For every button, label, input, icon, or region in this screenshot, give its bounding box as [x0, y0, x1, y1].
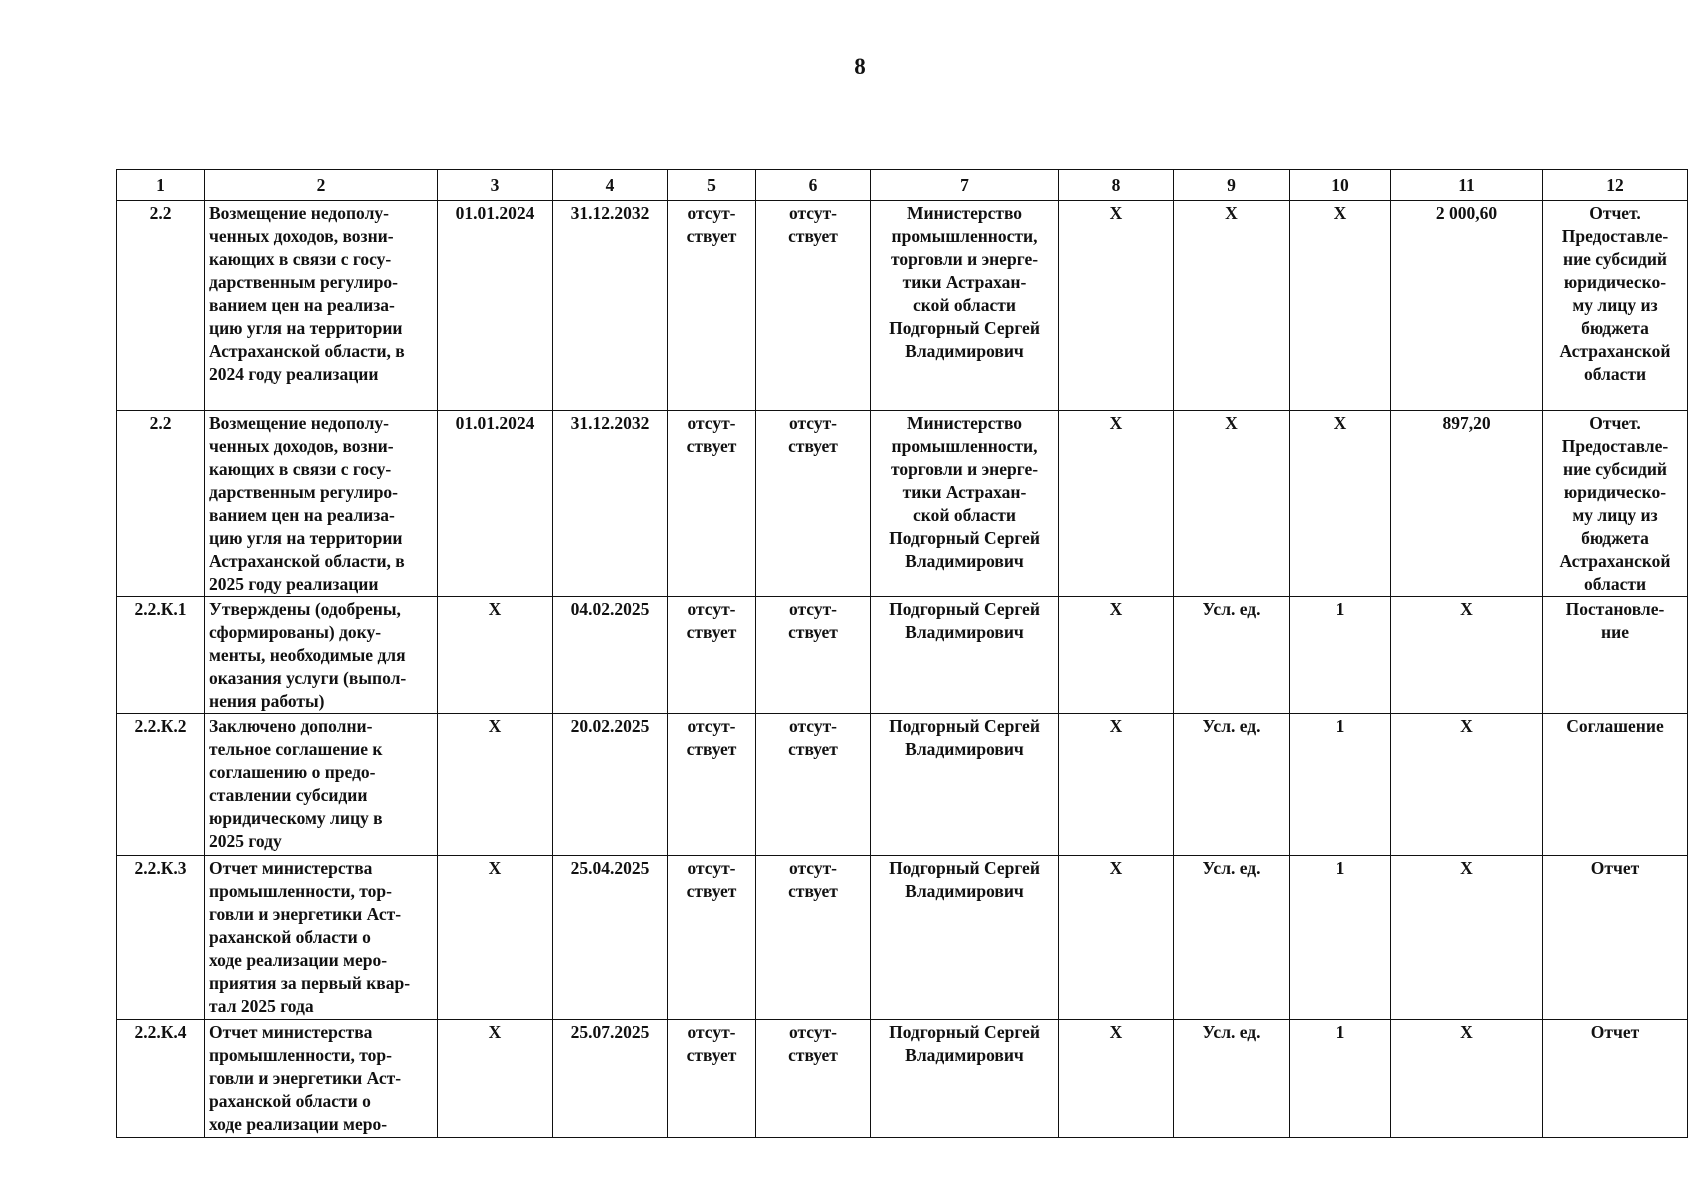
row-description: Заключено дополни- тельное соглашение к соглашению о предо- ставлении субсидии юридическому лицу в 2025 году	[205, 714, 438, 856]
responsible: Подгорный Сергей Владимирович	[871, 1020, 1059, 1138]
column-number: 10	[1290, 170, 1391, 201]
cell-col8: Х	[1059, 1020, 1174, 1138]
start-date: Х	[438, 1020, 553, 1138]
column-number: 9	[1174, 170, 1290, 201]
table-row	[117, 411, 1688, 597]
column-number: 5	[668, 170, 756, 201]
cell-col6: отсут- ствует	[756, 411, 871, 597]
cell-col6: отсут- ствует	[756, 1020, 871, 1138]
result-document: Отчет	[1543, 1020, 1688, 1138]
row-description: Возмещение недополу- ченных доходов, возни- кающих в связи с госу- дарственным регулиро- ванием цен на реализа- цию угля на территории Астраханской области, в 2024 году реализации	[205, 201, 438, 411]
column-number: 12	[1543, 170, 1688, 201]
cell-col6: отсут- ствует	[756, 856, 871, 1020]
amount: Х	[1391, 1020, 1543, 1138]
table-row	[117, 201, 1688, 411]
cell-col8: Х	[1059, 201, 1174, 411]
start-date: Х	[438, 856, 553, 1020]
result-document: Отчет. Предоставле- ние субсидий юридическо- му лицу из бюджета Астраханской области	[1543, 201, 1688, 411]
cell-col8: Х	[1059, 411, 1174, 597]
row-description: Отчет министерства промышленности, тор- говли и энергетики Аст- раханской области о ходе реализации меро-	[205, 1020, 438, 1138]
cell-col8: Х	[1059, 597, 1174, 714]
row-code: 2.2.К.1	[117, 597, 205, 714]
result-document: Соглашение	[1543, 714, 1688, 856]
start-date: Х	[438, 597, 553, 714]
table-header-row	[117, 170, 1688, 201]
column-number: 8	[1059, 170, 1174, 201]
cell-col6: отсут- ствует	[756, 597, 871, 714]
row-code: 2.2	[117, 411, 205, 597]
responsible: Подгорный Сергей Владимирович	[871, 714, 1059, 856]
start-date: 01.01.2024	[438, 201, 553, 411]
value: 1	[1290, 714, 1391, 856]
result-document: Постановле- ние	[1543, 597, 1688, 714]
unit: Усл. ед.	[1174, 1020, 1290, 1138]
responsible: Министерство промышленности, торговли и энерге- тики Астрахан- ской области Подгорный Сергей Владимирович	[871, 201, 1059, 411]
end-date: 31.12.2032	[553, 201, 668, 411]
cell-col6: отсут- ствует	[756, 201, 871, 411]
end-date: 25.04.2025	[553, 856, 668, 1020]
result-document: Отчет	[1543, 856, 1688, 1020]
amount: Х	[1391, 714, 1543, 856]
cell-col5: отсут- ствует	[668, 201, 756, 411]
end-date: 31.12.2032	[553, 411, 668, 597]
column-number: 4	[553, 170, 668, 201]
page-number: 8	[854, 54, 866, 79]
amount: 897,20	[1391, 411, 1543, 597]
start-date: 01.01.2024	[438, 411, 553, 597]
column-number: 1	[117, 170, 205, 201]
table-row	[117, 1020, 1688, 1138]
value: 1	[1290, 597, 1391, 714]
start-date: Х	[438, 714, 553, 856]
cell-col6: отсут- ствует	[756, 714, 871, 856]
cell-col5: отсут- ствует	[668, 856, 756, 1020]
unit: Усл. ед.	[1174, 597, 1290, 714]
amount: Х	[1391, 856, 1543, 1020]
amount: 2 000,60	[1391, 201, 1543, 411]
unit: Х	[1174, 411, 1290, 597]
value: 1	[1290, 856, 1391, 1020]
end-date: 04.02.2025	[553, 597, 668, 714]
column-number: 3	[438, 170, 553, 201]
row-code: 2.2.К.3	[117, 856, 205, 1020]
cell-col5: отсут- ствует	[668, 597, 756, 714]
table-row	[117, 856, 1688, 1020]
cell-col5: отсут- ствует	[668, 1020, 756, 1138]
end-date: 25.07.2025	[553, 1020, 668, 1138]
column-number: 6	[756, 170, 871, 201]
unit: Усл. ед.	[1174, 856, 1290, 1020]
result-document: Отчет. Предоставле- ние субсидий юридическо- му лицу из бюджета Астраханской области	[1543, 411, 1688, 597]
cell-col5: отсут- ствует	[668, 714, 756, 856]
column-number: 11	[1391, 170, 1543, 201]
unit: Х	[1174, 201, 1290, 411]
cell-col8: Х	[1059, 856, 1174, 1020]
activity-table	[116, 169, 1688, 1138]
value: Х	[1290, 411, 1391, 597]
value: 1	[1290, 1020, 1391, 1138]
row-code: 2.2.К.4	[117, 1020, 205, 1138]
row-code: 2.2	[117, 201, 205, 411]
responsible: Министерство промышленности, торговли и энерге- тики Астрахан- ской области Подгорный Сергей Владимирович	[871, 411, 1059, 597]
row-description: Утверждены (одобрены, сформированы) доку- менты, необходимые для оказания услуги (выпол- нения работы)	[205, 597, 438, 714]
cell-col8: Х	[1059, 714, 1174, 856]
value: Х	[1290, 201, 1391, 411]
row-description: Отчет министерства промышленности, тор- говли и энергетики Аст- раханской области о ходе реализации меро- приятия за первый квар- тал 2025 года	[205, 856, 438, 1020]
unit: Усл. ед.	[1174, 714, 1290, 856]
responsible: Подгорный Сергей Владимирович	[871, 597, 1059, 714]
table-row	[117, 597, 1688, 714]
row-code: 2.2.К.2	[117, 714, 205, 856]
end-date: 20.02.2025	[553, 714, 668, 856]
amount: Х	[1391, 597, 1543, 714]
column-number: 7	[871, 170, 1059, 201]
row-description: Возмещение недополу- ченных доходов, возни- кающих в связи с госу- дарственным регулиро- ванием цен на реализа- цию угля на территории Астраханской области, в 2025 году реализации	[205, 411, 438, 597]
responsible: Подгорный Сергей Владимирович	[871, 856, 1059, 1020]
table-row	[117, 714, 1688, 856]
column-number: 2	[205, 170, 438, 201]
cell-col5: отсут- ствует	[668, 411, 756, 597]
